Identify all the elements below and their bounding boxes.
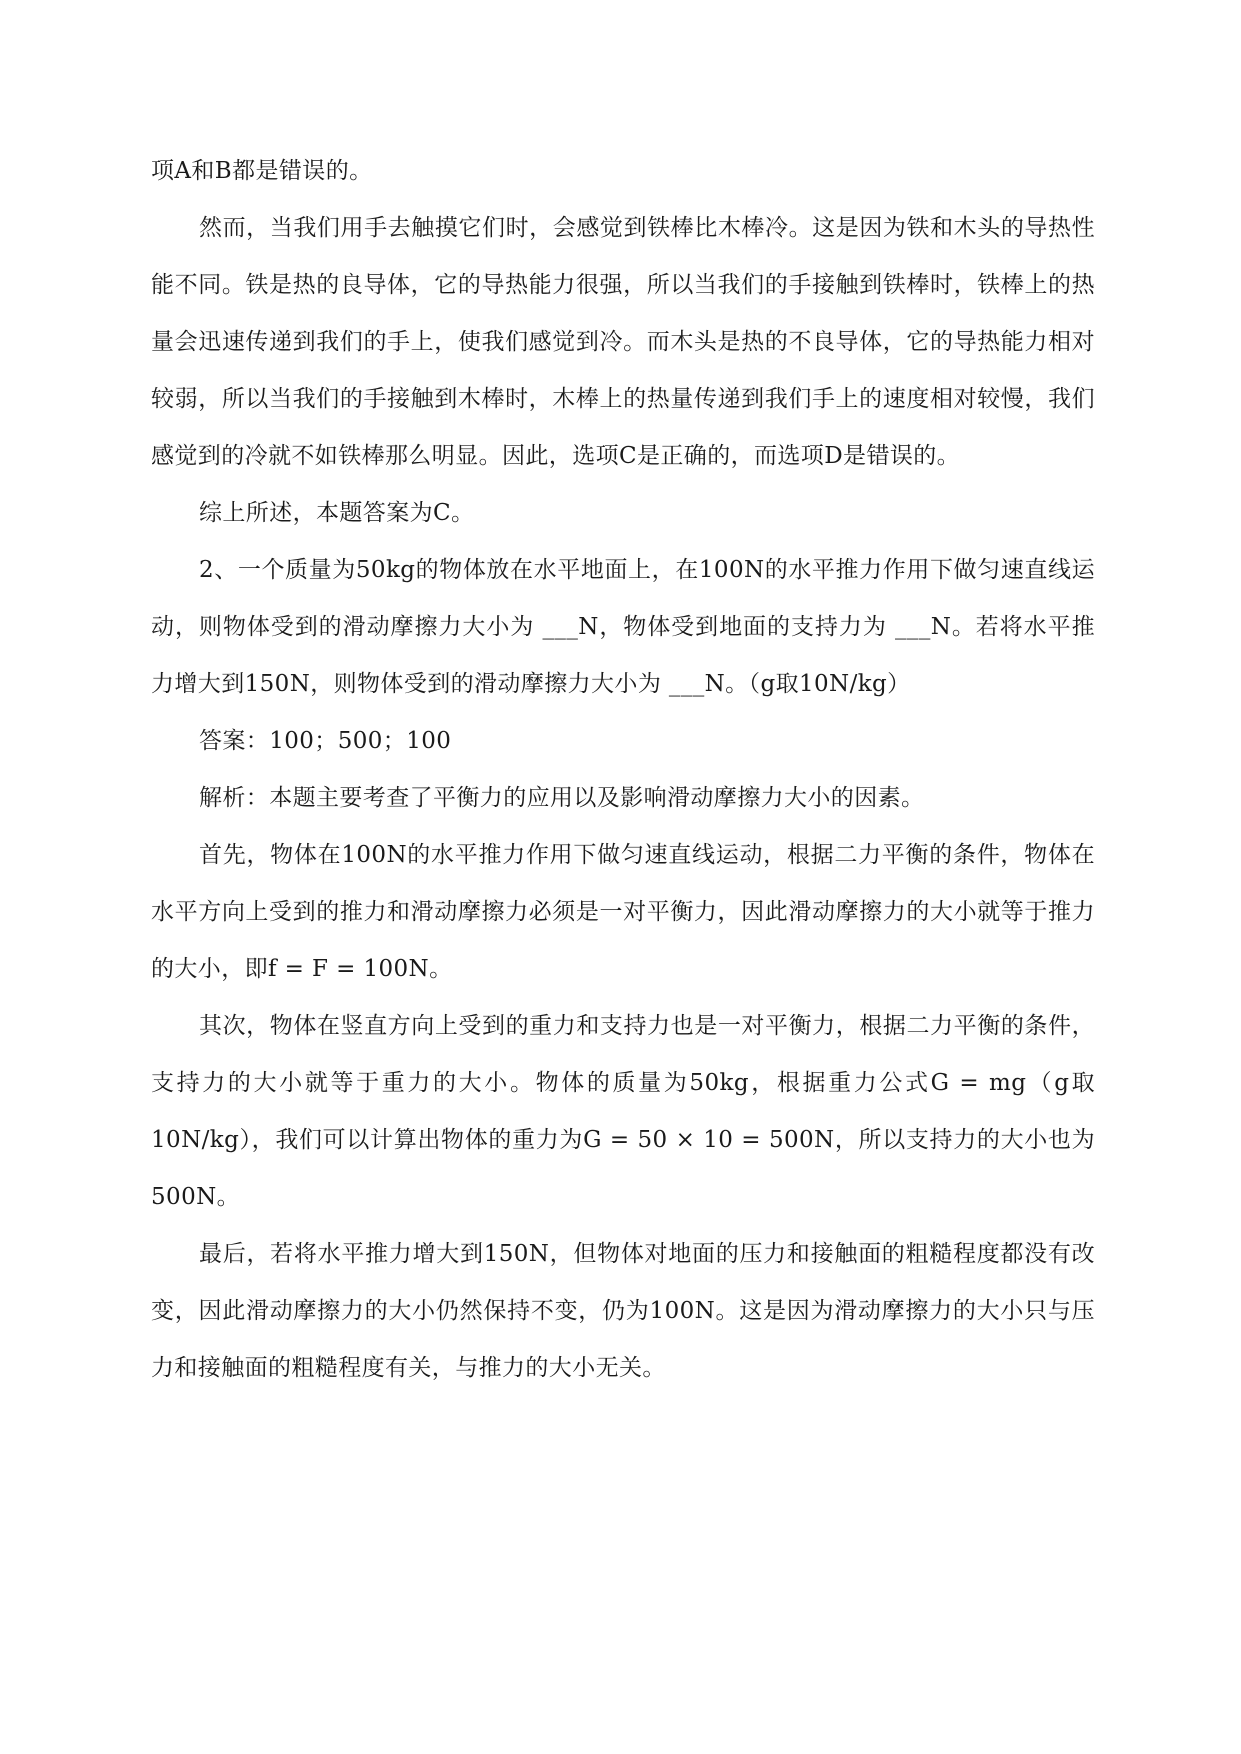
- question-2: 2、一个质量为50kg的物体放在水平地面上，在100N的水平推力作用下做匀速直线运动，则物体受到的滑动摩擦力大小为 ___N，物体受到地面的支持力为 ___N。若将水平推力增大到150N，则物体受到的滑动摩擦力大小为 ___N。（g取10N/kg）: [151, 557, 1095, 697]
- analysis-intro: 解析：本题主要考查了平衡力的应用以及影响滑动摩擦力大小的因素。: [199, 785, 925, 811]
- paragraph-thermal-conduction: 然而，当我们用手去触摸它们时，会感觉到铁棒比木棒冷。这是因为铁和木头的导热性能不同。铁是热的良导体，它的导热能力很强，所以当我们的手接触到铁棒时，铁棒上的热量会迅速传递到我们的手上，使我们感觉到冷。而木头是热的不良导体，它的导热能力相对较弱，所以当我们的手接触到木棒时，木棒上的热量传递到我们手上的速度相对较慢，我们感觉到的冷就不如铁棒那么明显。因此，选项C是正确的，而选项D是错误的。: [151, 215, 1095, 469]
- paragraph-continuation: 项A和B都是错误的。: [151, 158, 373, 184]
- analysis-first: 首先，物体在100N的水平推力作用下做匀速直线运动，根据二力平衡的条件，物体在水平方向上受到的推力和滑动摩擦力必须是一对平衡力，因此滑动摩擦力的大小就等于推力的大小，即f = F = 100N。: [151, 842, 1095, 982]
- analysis-last: 最后，若将水平推力增大到150N，但物体对地面的压力和接触面的粗糙程度都没有改变，因此滑动摩擦力的大小仍然保持不变，仍为100N。这是因为滑动摩擦力的大小只与压力和接触面的粗糙程度有关，与推力的大小无关。: [151, 1241, 1095, 1381]
- document-page: [151, 143, 1095, 1397]
- answer: 答案：100；500；100: [199, 728, 452, 754]
- analysis-second: 其次，物体在竖直方向上受到的重力和支持力也是一对平衡力，根据二力平衡的条件，支持力的大小就等于重力的大小。物体的质量为50kg，根据重力公式G = mg（g取10N/kg），我们可以计算出物体的重力为G = 50 × 10 = 500N，所以支持力的大小也为500N。: [151, 1013, 1095, 1210]
- paragraph-summary: 综上所述，本题答案为C。: [199, 500, 475, 526]
